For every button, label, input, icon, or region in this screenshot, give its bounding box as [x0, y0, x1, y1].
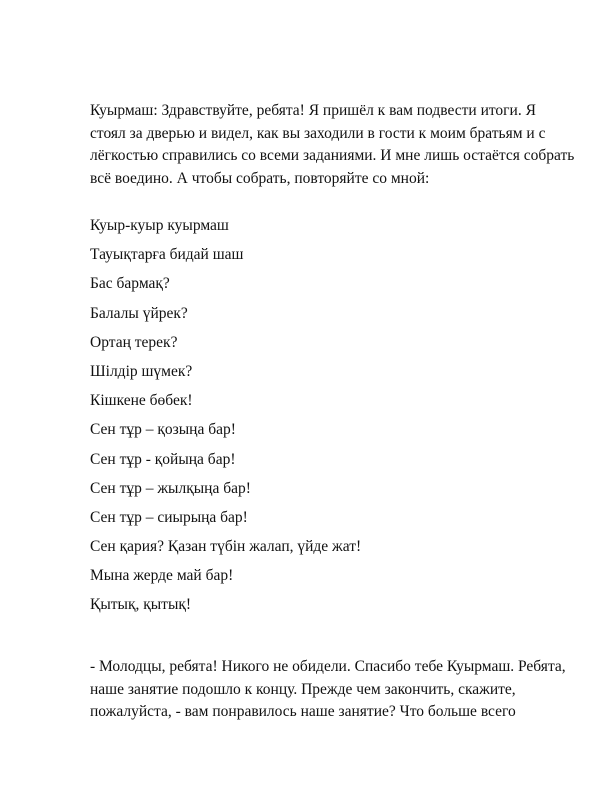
verse-line: Тауықтарға бидай шаш	[90, 246, 244, 264]
verse-line: Кішкене бөбек!	[90, 392, 193, 410]
verse-list	[90, 215, 361, 624]
intro-line: стоял за дверью и видел, как вы заходили в гости к моим братьям и с	[90, 124, 546, 142]
intro-line: всё воедино. А чтобы собрать, повторяйте со мной:	[90, 169, 430, 187]
closing-line: пожалуйста, - вам понравилось наше занятие? Что больше всего	[90, 703, 516, 720]
closing-paragraph	[90, 656, 566, 724]
intro-line: лёгкостью справились со всеми заданиями. И мне лишь остаётся собрать	[90, 147, 575, 164]
verse-line: Балалы үйрек?	[90, 304, 188, 322]
verse-line: Шілдір шүмек?	[90, 362, 193, 380]
verse-line: Сен тұр – қозыңа бар!	[90, 421, 236, 439]
verse-line: Ортаң терек?	[90, 333, 178, 351]
verse-line: Мына жерде май бар!	[90, 567, 234, 585]
verse-line: Сен тұр - қойыңа бар!	[90, 450, 236, 468]
closing-line: наше занятие подошло к концу. Прежде чем закончить, скажите,	[90, 680, 516, 698]
verse-line: Сен тұр – жылқыңа бар!	[90, 479, 251, 497]
intro-line: Куырмаш: Здравствуйте, ребята! Я пришёл к вам подвести итоги. Я	[90, 102, 536, 119]
verse-line: Қытық, қытық!	[90, 596, 192, 614]
verse-line: Сен қария? Қазан түбін жалап, үйде жат!	[90, 538, 362, 556]
verse-line: Сен тұр – сиырыңа бар!	[90, 508, 248, 526]
closing-line: - Молодцы, ребята! Никого не обидели. Спасибо тебе Куырмаш. Ребята,	[90, 658, 566, 675]
verse-line: Куыр-куыр куырмаш	[90, 217, 229, 234]
intro-paragraph	[90, 100, 575, 190]
verse-line: Бас бармақ?	[90, 275, 170, 293]
